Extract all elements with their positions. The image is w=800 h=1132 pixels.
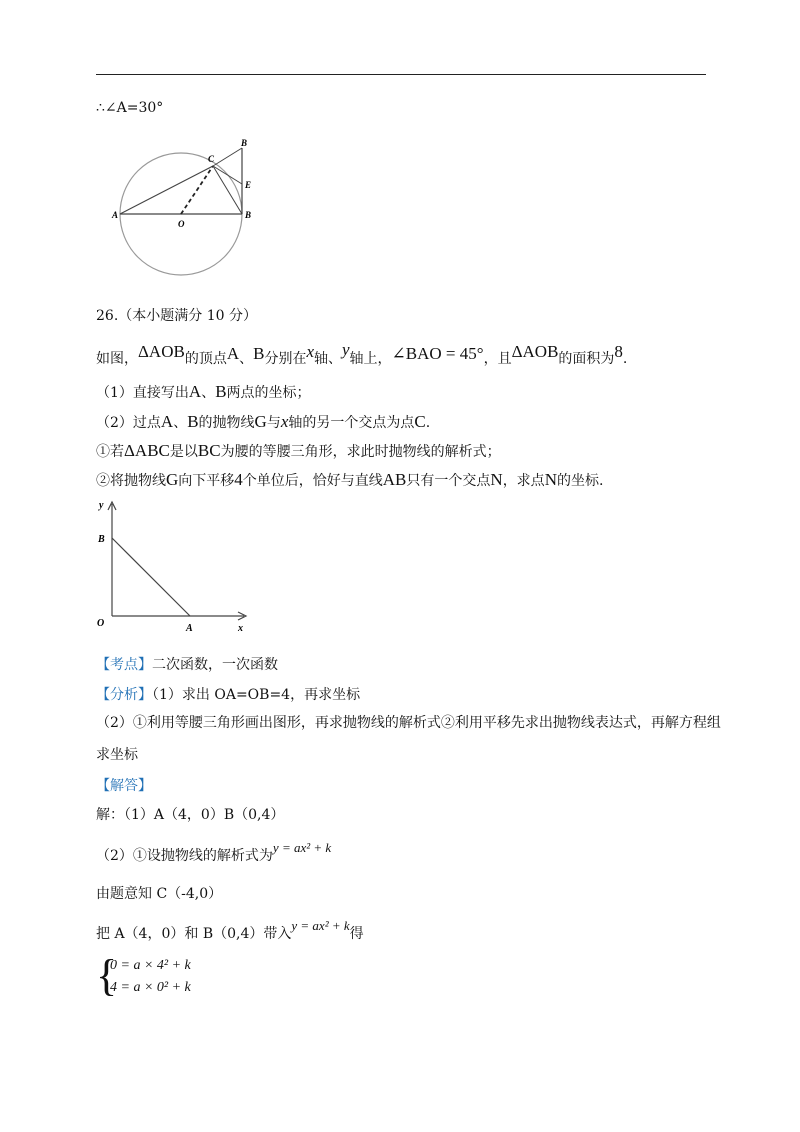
label-o: O xyxy=(97,618,105,629)
therefore-statement: ∴∠A=30° xyxy=(96,100,164,116)
label-b: B xyxy=(245,210,252,220)
segment-ac xyxy=(120,166,213,214)
question-2a: ①若ΔABC是以BC为腰的等腰三角形，求此时抛物线的解析式； xyxy=(96,441,501,460)
label-c: C xyxy=(208,154,215,164)
left-brace: { xyxy=(96,951,118,1000)
label-a: A xyxy=(186,623,193,634)
axes-figure xyxy=(94,494,254,636)
label-y: y xyxy=(99,500,104,511)
label-a: A xyxy=(112,210,119,220)
fenxi-line-3: 求坐标 xyxy=(96,747,138,763)
question-2: （2）过点A、B的抛物线G与x轴的另一个交点为点C. xyxy=(96,412,431,431)
system-line-2: 4 = a × 0² + k xyxy=(110,980,191,995)
label-b: B xyxy=(98,534,105,545)
answer-4: 把 A（4，0）和 B（0,4）带入y = ax² + k得 xyxy=(96,918,364,942)
question-2b: ②将抛物线G向下平移4个单位后，恰好与直线AB只有一个交点N，求点N的坐标. xyxy=(96,470,604,489)
fenxi-line: 【分析】（1）求出 OA=OB=4，再求坐标 xyxy=(96,687,361,703)
answer-2: （2）①设抛物线的解析式为y = ax² + k xyxy=(96,840,332,864)
question-1: （1）直接写出A、B两点的坐标； xyxy=(96,382,311,401)
answer-1: 解：（1）A（4，0）B（0,4） xyxy=(96,807,285,823)
system-line-1: 0 = a × 4² + k xyxy=(110,958,191,973)
problem-line-1: 如图，ΔAOB的顶点A、B分别在x轴、y轴上，∠BAO = 45°，且ΔAOB的面积为8. xyxy=(96,340,628,367)
circle-figure xyxy=(100,130,275,280)
jieda-tag: 【解答】 xyxy=(96,778,152,794)
segment-ce xyxy=(213,166,242,184)
segment-oc-dashed xyxy=(181,166,213,214)
kaodian-line: 【考点】二次函数，一次函数 xyxy=(96,657,278,673)
segment-ab xyxy=(112,538,190,616)
label-b-top: B xyxy=(241,138,248,148)
label-e: E xyxy=(245,180,252,190)
segment-cb xyxy=(213,148,242,166)
label-o: O xyxy=(178,219,185,229)
fenxi-line-2: （2）①利用等腰三角形画出图形，再求抛物线的解析式②利用平移先求出抛物线表达式，再解方程组 xyxy=(96,715,721,731)
answer-3: 由题意知 C（-4,0） xyxy=(96,886,223,902)
label-x: x xyxy=(238,623,243,634)
problem-number: 26.（本小题满分 10 分） xyxy=(96,308,257,324)
header-rule xyxy=(96,74,706,75)
